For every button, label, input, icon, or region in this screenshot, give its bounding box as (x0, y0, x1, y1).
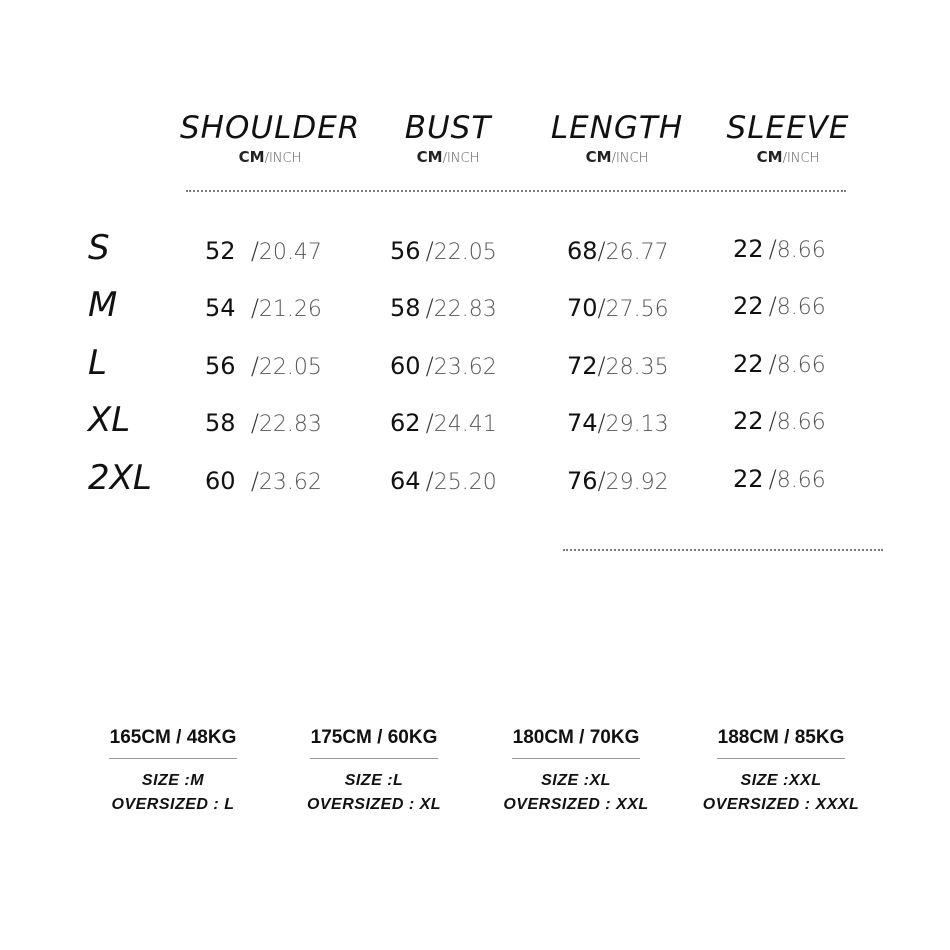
cell-2xl-length (567, 466, 669, 499)
model-reference-4 (686, 724, 876, 817)
value-inch: 24.41 (433, 412, 497, 437)
cell-2xl-sleeve (733, 464, 826, 497)
separator: / (250, 467, 259, 495)
model-height-weight: 180CM / 70KG (512, 727, 640, 748)
cell-m-bust (390, 293, 497, 326)
cell-s-length (567, 236, 669, 269)
separator: / (768, 292, 777, 320)
separator: / (768, 350, 777, 378)
model-oversized: OVERSIZED : L (111, 796, 235, 813)
value-cm: 72 (567, 352, 598, 380)
separator: / (425, 409, 434, 437)
value-cm: 76 (567, 467, 598, 495)
column-name: LENGTH (550, 110, 684, 146)
value-inch: 8.66 (776, 238, 826, 263)
value-cm: 56 (390, 237, 421, 265)
column-name: SHOULDER (180, 110, 361, 146)
cell-m-sleeve (733, 291, 826, 324)
unit-cm: CM (416, 148, 443, 166)
separator: / (597, 352, 606, 380)
value-inch: 8.66 (776, 353, 826, 378)
separator: / (425, 237, 434, 265)
cell-l-shoulder (205, 351, 322, 384)
value-inch: 29.13 (605, 412, 669, 437)
model-height-weight: 175CM / 60KG (310, 727, 438, 748)
model-underline (717, 758, 845, 759)
separator: / (597, 467, 606, 495)
separator: / (597, 237, 606, 265)
table-end-divider (563, 549, 883, 551)
value-cm: 56 (205, 352, 236, 380)
unit-inch: /INCH (442, 151, 480, 166)
separator: / (425, 294, 434, 322)
value-cm: 74 (567, 409, 598, 437)
column-name: SLEEVE (726, 110, 850, 146)
column-unit (378, 146, 518, 170)
column-unit (542, 146, 692, 170)
value-inch: 8.66 (776, 410, 826, 435)
separator: / (768, 465, 777, 493)
model-height-weight: 165CM / 48KG (109, 727, 237, 748)
column-unit (180, 146, 360, 170)
size-label-m: M (88, 285, 118, 325)
separator: / (425, 352, 434, 380)
value-inch: 21.26 (258, 297, 322, 322)
unit-cm: CM (585, 148, 612, 166)
size-label-s: S (88, 228, 110, 268)
value-cm: 58 (205, 409, 236, 437)
cell-2xl-bust (390, 466, 497, 499)
value-cm: 68 (567, 237, 598, 265)
value-inch: 8.66 (776, 468, 826, 493)
separator: / (597, 409, 606, 437)
value-inch: 23.62 (433, 355, 497, 380)
cell-xl-bust (390, 408, 497, 441)
separator: / (425, 467, 434, 495)
cell-m-shoulder (205, 293, 322, 326)
unit-cm: CM (238, 148, 265, 166)
model-oversized: OVERSIZED : XXXL (702, 796, 860, 813)
cell-2xl-shoulder (205, 466, 322, 499)
model-reference-1 (78, 724, 268, 817)
model-underline (512, 758, 640, 759)
value-cm: 52 (205, 237, 236, 265)
cell-xl-shoulder (205, 408, 322, 441)
value-cm: 22 (733, 407, 764, 435)
cell-xl-length (567, 408, 669, 441)
value-inch: 29.92 (605, 470, 669, 495)
column-header-sleeve (718, 110, 858, 170)
value-inch: 27.56 (605, 297, 669, 322)
unit-cm: CM (756, 148, 783, 166)
column-header-shoulder (180, 110, 360, 170)
separator: / (250, 352, 259, 380)
cell-m-length (567, 293, 669, 326)
value-cm: 60 (205, 467, 236, 495)
model-underline (310, 758, 438, 759)
value-inch: 20.47 (258, 240, 322, 265)
value-cm: 60 (390, 352, 421, 380)
cell-l-sleeve (733, 349, 826, 382)
value-inch: 23.62 (258, 470, 322, 495)
cell-s-sleeve (733, 234, 826, 267)
header-divider (186, 190, 846, 192)
model-oversized: OVERSIZED : XXL (503, 796, 649, 813)
value-inch: 25.20 (433, 470, 497, 495)
separator: / (250, 409, 259, 437)
model-size: SIZE :L (344, 772, 404, 789)
size-label-2xl: 2XL (88, 458, 152, 498)
model-reference-3 (481, 724, 671, 817)
value-cm: 22 (733, 235, 764, 263)
value-cm: 70 (567, 294, 598, 322)
value-cm: 58 (390, 294, 421, 322)
value-cm: 22 (733, 292, 764, 320)
model-oversized: OVERSIZED : XL (306, 796, 442, 813)
unit-inch: /INCH (782, 151, 820, 166)
value-inch: 22.05 (258, 355, 322, 380)
model-underline (109, 758, 237, 759)
model-reference-2 (279, 724, 469, 817)
separator: / (250, 294, 259, 322)
cell-s-shoulder (205, 236, 322, 269)
cell-l-length (567, 351, 669, 384)
value-cm: 64 (390, 467, 421, 495)
value-cm: 62 (390, 409, 421, 437)
model-height-weight: 188CM / 85KG (717, 727, 845, 748)
column-header-length (542, 110, 692, 170)
size-label-xl: XL (88, 400, 131, 440)
value-inch: 22.83 (433, 297, 497, 322)
cell-xl-sleeve (733, 406, 826, 439)
cell-s-bust (390, 236, 497, 269)
column-header-bust (378, 110, 518, 170)
unit-inch: /INCH (264, 151, 302, 166)
model-size: SIZE :XXL (740, 772, 822, 789)
column-name: BUST (404, 110, 492, 146)
size-label-l: L (88, 343, 107, 383)
value-inch: 26.77 (605, 240, 669, 265)
model-size: SIZE :XL (541, 772, 611, 789)
separator: / (768, 235, 777, 263)
value-cm: 54 (205, 294, 236, 322)
value-inch: 8.66 (776, 295, 826, 320)
value-inch: 22.83 (258, 412, 322, 437)
separator: / (768, 407, 777, 435)
value-inch: 28.35 (605, 355, 669, 380)
value-cm: 22 (733, 465, 764, 493)
cell-l-bust (390, 351, 497, 384)
value-cm: 22 (733, 350, 764, 378)
model-size: SIZE :M (141, 772, 205, 789)
value-inch: 22.05 (433, 240, 497, 265)
unit-inch: /INCH (611, 151, 649, 166)
column-unit (718, 146, 858, 170)
separator: / (250, 237, 259, 265)
separator: / (597, 294, 606, 322)
